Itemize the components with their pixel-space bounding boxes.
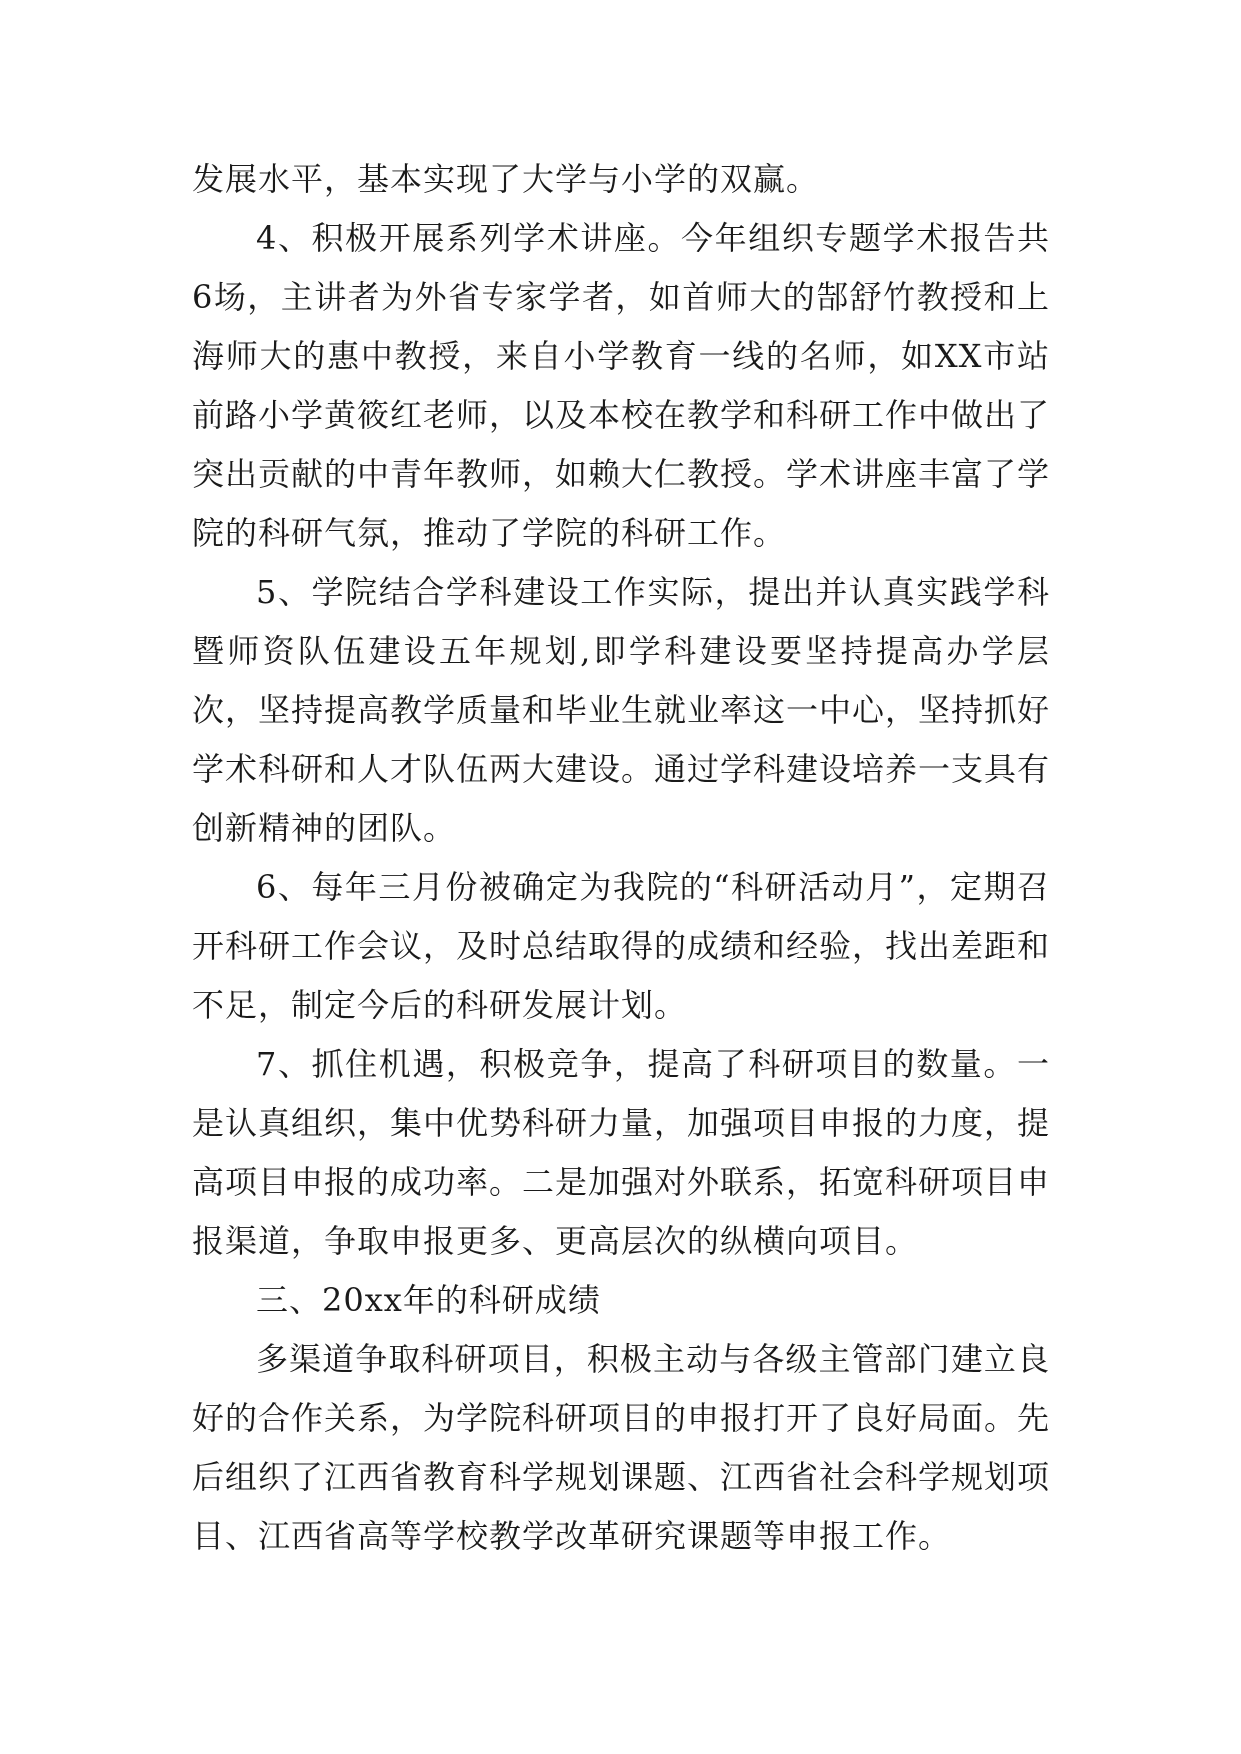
paragraph-continuation: 发展水平，基本实现了大学与小学的双赢。: [192, 160, 820, 198]
section-heading: 三、20xx年的科研成绩: [256, 1281, 601, 1319]
paragraph-item-5: 5、学院结合学科建设工作实际，提出并认真实践学科暨师资队伍建设五年规划,即学科建设要坚持提高办学层次，坚持提高教学质量和毕业生就业率这一中心，坚持抓好学术科研和人才队伍两大建设。通过学科建设培养一支具有创新精神的团队。: [192, 573, 1051, 847]
paragraph-section-3-body: 多渠道争取科研项目，积极主动与各级主管部门建立良好的合作关系，为学院科研项目的申报打开了良好局面。先后组织了江西省教育科学规划课题、江西省社会科学规划项目、江西省高等学校教学改革研究课题等申报工作。: [192, 1340, 1051, 1555]
paragraph-item-6: 6、每年三月份被确定为我院的“科研活动月”，定期召开科研工作会议，及时总结取得的成绩和经验，找出差距和不足，制定今后的科研发展计划。: [192, 868, 1051, 1024]
paragraph-item-7: 7、抓住机遇，积极竞争，提高了科研项目的数量。一是认真组织，集中优势科研力量，加强项目申报的力度，提高项目申报的成功率。二是加强对外联系，拓宽科研项目申报渠道，争取申报更多、更高层次的纵横向项目。: [192, 1045, 1051, 1260]
paragraph-item-4: 4、积极开展系列学术讲座。今年组织专题学术报告共6场，主讲者为外省专家学者，如首师大的郜舒竹教授和上海师大的惠中教授，来自小学教育一线的名师，如XX市站前路小学黄筱红老师，以及本校在教学和科研工作中做出了突出贡献的中青年教师，如赖大仁教授。学术讲座丰富了学院的科研气氛，推动了学院的科研工作。: [192, 219, 1051, 552]
document-body: [192, 150, 1050, 1566]
